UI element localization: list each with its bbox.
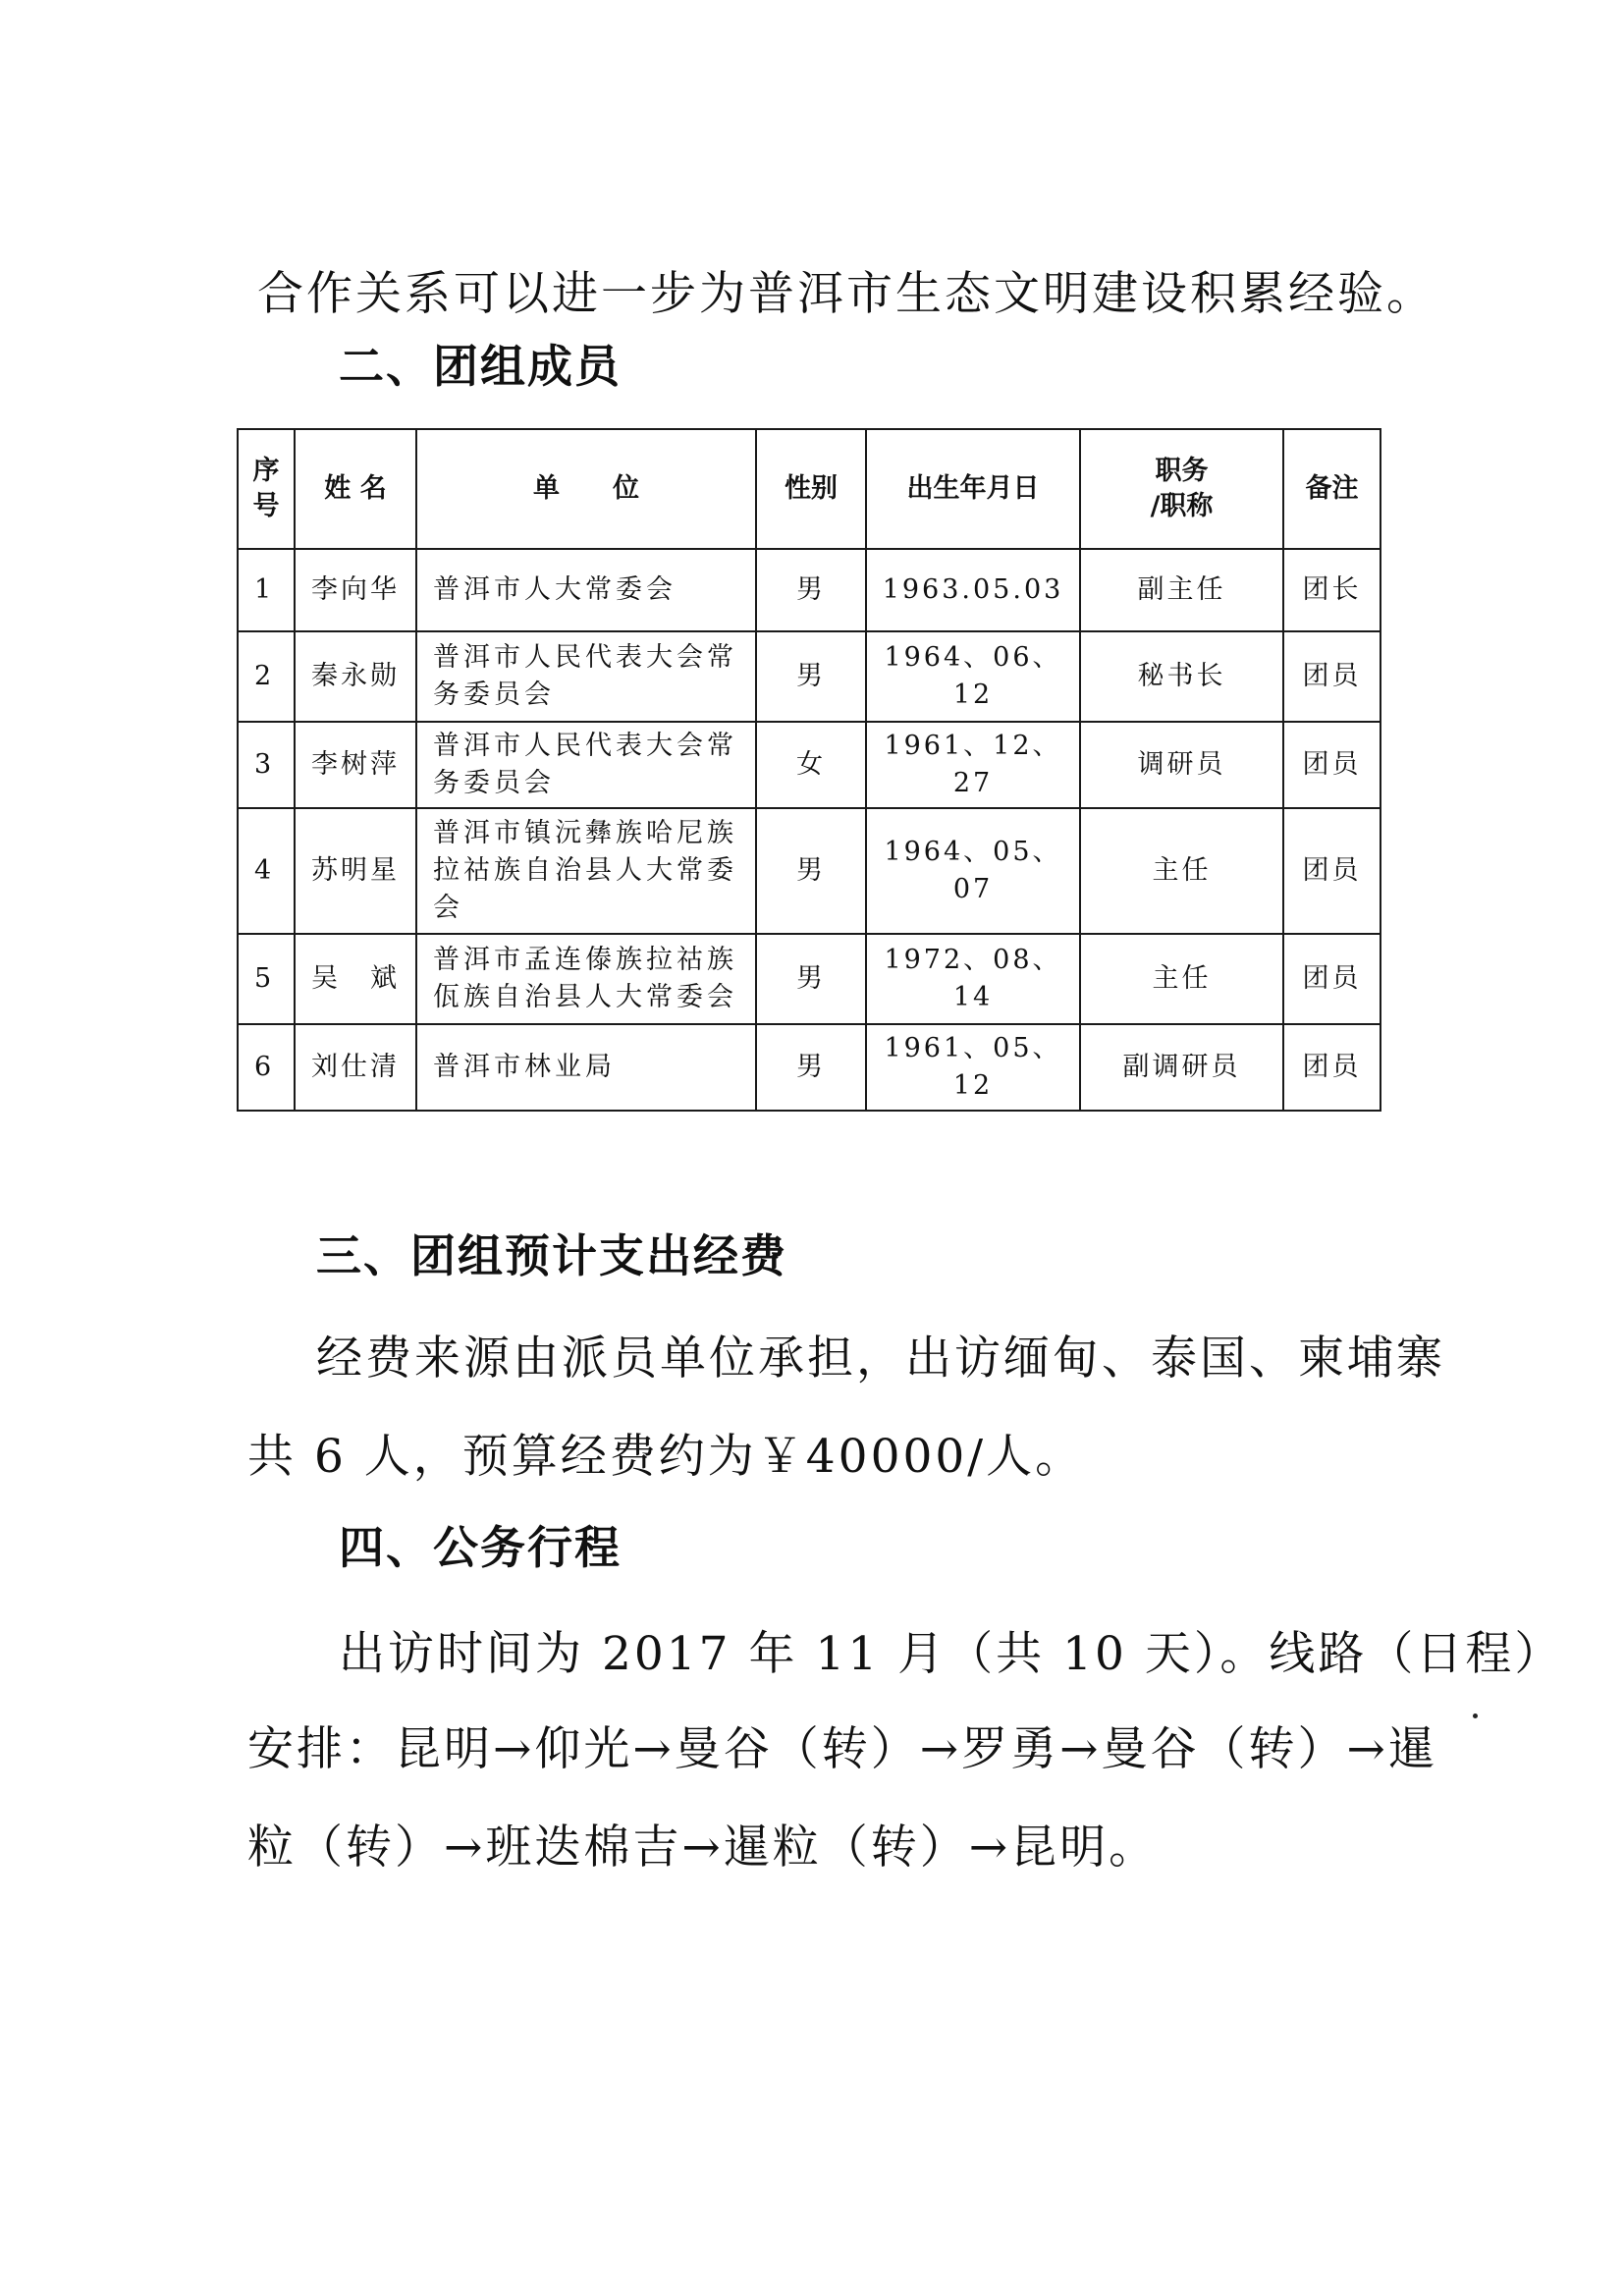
cell-gender: 男 [756,1024,866,1111]
table-row [238,1024,1380,1111]
cell-birth: 1964、06、12 [866,631,1080,722]
section-heading-members: 二、团组成员 [339,340,622,393]
itinerary-paragraph-line: 出访时间为 2017 年 11 月（共 10 天）。线路（日程） [339,1627,1564,1681]
cell-birth: 1963.05.03 [866,549,1080,631]
cell-index: 1 [238,549,295,631]
header-position [1080,429,1283,549]
table-row [238,808,1380,934]
scan-speck [1473,1713,1478,1718]
cell-gender: 女 [756,722,866,808]
cell-unit: 普洱市孟连傣族拉祜族佤族自治县人大常委会 [416,934,756,1024]
cell-index: 2 [238,631,295,722]
intro-paragraph-line: 合作关系可以进一步为普洱市生态文明建设积累经验。 [257,267,1435,321]
cell-birth: 1964、05、07 [866,808,1080,934]
cell-unit: 普洱市人民代表大会常务委员会 [416,722,756,808]
cell-name: 苏明星 [295,808,416,934]
cell-remark: 团员 [1283,808,1380,934]
cell-name: 吴 斌 [295,934,416,1024]
header-index [238,429,295,549]
cell-name: 刘仕清 [295,1024,416,1111]
header-name: 姓 名 [295,429,416,549]
header-index-line1: 序 [252,456,280,486]
cell-position: 主任 [1080,934,1283,1024]
cell-position: 副主任 [1080,549,1283,631]
cell-birth: 1972、08、14 [866,934,1080,1024]
cell-name: 秦永勋 [295,631,416,722]
cell-position: 主任 [1080,808,1283,934]
cell-index: 6 [238,1024,295,1111]
table-header-row [238,429,1380,549]
cell-remark: 团员 [1283,631,1380,722]
budget-paragraph-line: 经费来源由派员单位承担，出访缅甸、泰国、柬埔寨 [316,1332,1445,1386]
header-position-line1: 职务 [1155,456,1209,486]
header-birth: 出生年月日 [866,429,1080,549]
header-index-line2: 号 [252,491,280,521]
table-row [238,722,1380,808]
cell-unit: 普洱市林业局 [416,1024,756,1111]
cell-remark: 团员 [1283,1024,1380,1111]
table-row [238,549,1380,631]
cell-index: 5 [238,934,295,1024]
cell-unit: 普洱市人民代表大会常务委员会 [416,631,756,722]
header-position-line2: /职称 [1150,491,1214,521]
header-remark: 备注 [1283,429,1380,549]
members-table [237,428,1381,1112]
header-gender: 性别 [756,429,866,549]
cell-position: 秘书长 [1080,631,1283,722]
itinerary-paragraph-line: 粒（转）→班迭棉吉→暹粒（转）→昆明。 [247,1821,1159,1875]
cell-index: 4 [238,808,295,934]
cell-birth: 1961、12、27 [866,722,1080,808]
cell-index: 3 [238,722,295,808]
budget-paragraph-line: 共 6 人，预算经费约为￥40000/人。 [247,1430,1085,1484]
cell-gender: 男 [756,934,866,1024]
cell-gender: 男 [756,631,866,722]
header-unit: 单 位 [416,429,756,549]
cell-remark: 团员 [1283,722,1380,808]
cell-unit: 普洱市镇沅彝族哈尼族拉祜族自治县人大常委会 [416,808,756,934]
cell-remark: 团员 [1283,934,1380,1024]
cell-name: 李向华 [295,549,416,631]
cell-birth: 1961、05、12 [866,1024,1080,1111]
section-heading-budget: 三、团组预计支出经费 [316,1229,787,1282]
cell-name: 李树萍 [295,722,416,808]
cell-position: 调研员 [1080,722,1283,808]
cell-position: 副调研员 [1080,1024,1283,1111]
cell-gender: 男 [756,808,866,934]
section-heading-itinerary: 四、公务行程 [339,1521,622,1574]
cell-unit: 普洱市人大常委会 [416,549,756,631]
cell-gender: 男 [756,549,866,631]
table-row [238,631,1380,722]
table-row [238,934,1380,1024]
cell-remark: 团长 [1283,549,1380,631]
itinerary-paragraph-line: 安排：昆明→仰光→曼谷（转）→罗勇→曼谷（转）→暹 [247,1722,1437,1776]
